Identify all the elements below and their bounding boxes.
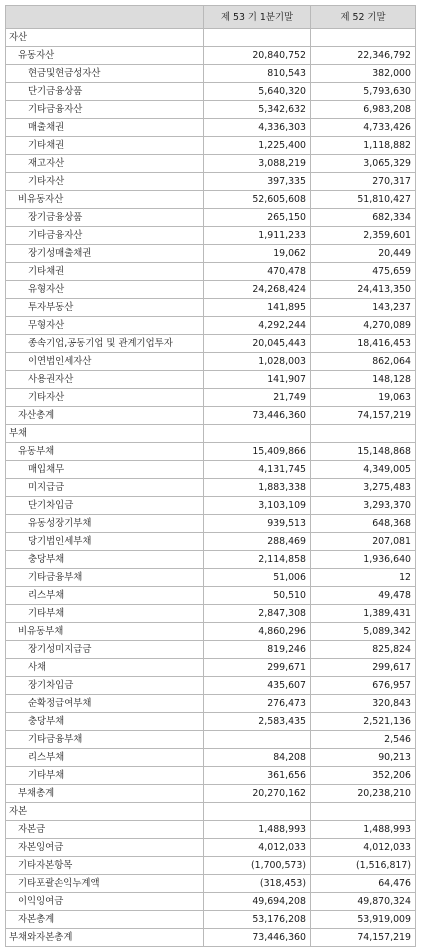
- row-label: 기타채권: [6, 137, 204, 155]
- row-prior-amount: 2,521,136: [311, 713, 416, 731]
- row-current-amount: 21,749: [204, 389, 311, 407]
- row-label: 현금및현금성자산: [6, 65, 204, 83]
- row-prior-amount: 682,334: [311, 209, 416, 227]
- row-current-amount: 361,656: [204, 767, 311, 785]
- row-label: 장기성미지급금: [6, 641, 204, 659]
- table-row: [6, 749, 416, 767]
- table-row: [6, 641, 416, 659]
- row-label: 기타자산: [6, 389, 204, 407]
- table-row: [6, 767, 416, 785]
- table-row: [6, 245, 416, 263]
- row-current-amount: (1,700,573): [204, 857, 311, 875]
- header-row: [6, 6, 416, 29]
- row-label: 순확정급여부채: [6, 695, 204, 713]
- row-current-amount: 2,583,435: [204, 713, 311, 731]
- row-label: 부채: [6, 425, 204, 443]
- table-row: [6, 515, 416, 533]
- row-prior-amount: 270,317: [311, 173, 416, 191]
- row-prior-amount: 22,346,792: [311, 47, 416, 65]
- row-prior-amount: 3,065,329: [311, 155, 416, 173]
- row-prior-amount: [311, 29, 416, 47]
- row-label: 장기차입금: [6, 677, 204, 695]
- table-row: [6, 209, 416, 227]
- row-label: 자산총계: [6, 407, 204, 425]
- row-label: 종속기업,공동기업 및 관계기업투자: [6, 335, 204, 353]
- row-current-amount: 1,488,993: [204, 821, 311, 839]
- row-current-amount: 51,006: [204, 569, 311, 587]
- table-row: [6, 857, 416, 875]
- row-current-amount: 24,268,424: [204, 281, 311, 299]
- row-current-amount: [204, 425, 311, 443]
- row-label: 사용권자산: [6, 371, 204, 389]
- row-prior-amount: 49,478: [311, 587, 416, 605]
- table-row: [6, 461, 416, 479]
- table-row: [6, 47, 416, 65]
- row-current-amount: 4,336,303: [204, 119, 311, 137]
- row-label: 기타자본항목: [6, 857, 204, 875]
- table-row: [6, 497, 416, 515]
- table-row: [6, 677, 416, 695]
- row-current-amount: 288,469: [204, 533, 311, 551]
- row-label: 비유동자산: [6, 191, 204, 209]
- table-row: [6, 65, 416, 83]
- row-prior-amount: 148,128: [311, 371, 416, 389]
- table-row: [6, 533, 416, 551]
- row-current-amount: 2,847,308: [204, 605, 311, 623]
- row-current-amount: 470,478: [204, 263, 311, 281]
- table-row: [6, 695, 416, 713]
- row-prior-amount: 352,206: [311, 767, 416, 785]
- table-row: [6, 227, 416, 245]
- row-label: 장기금융상품: [6, 209, 204, 227]
- row-label: 당기법인세부채: [6, 533, 204, 551]
- row-prior-amount: 2,359,601: [311, 227, 416, 245]
- row-current-amount: 265,150: [204, 209, 311, 227]
- row-prior-amount: 4,733,426: [311, 119, 416, 137]
- row-prior-amount: 74,157,219: [311, 407, 416, 425]
- row-prior-amount: 207,081: [311, 533, 416, 551]
- row-prior-amount: 15,148,868: [311, 443, 416, 461]
- row-current-amount: 50,510: [204, 587, 311, 605]
- row-prior-amount: 825,824: [311, 641, 416, 659]
- row-prior-amount: [311, 425, 416, 443]
- table-row: [6, 29, 416, 47]
- row-current-amount: 20,270,162: [204, 785, 311, 803]
- row-label: 유동성장기부채: [6, 515, 204, 533]
- row-prior-amount: 64,476: [311, 875, 416, 893]
- row-current-amount: 1,911,233: [204, 227, 311, 245]
- table-row: [6, 263, 416, 281]
- row-label: 자본총계: [6, 911, 204, 929]
- row-current-amount: 4,131,745: [204, 461, 311, 479]
- table-row: [6, 569, 416, 587]
- table-row: [6, 191, 416, 209]
- row-current-amount: 4,012,033: [204, 839, 311, 857]
- row-label: 기타포괄손익누계액: [6, 875, 204, 893]
- row-label: 기타부채: [6, 605, 204, 623]
- table-row: [6, 443, 416, 461]
- row-label: 단기차입금: [6, 497, 204, 515]
- row-current-amount: 52,605,608: [204, 191, 311, 209]
- row-label: 재고자산: [6, 155, 204, 173]
- row-label: 비유동부채: [6, 623, 204, 641]
- row-current-amount: 3,103,109: [204, 497, 311, 515]
- row-label: 부채와자본총계: [6, 929, 204, 947]
- row-prior-amount: 6,983,208: [311, 101, 416, 119]
- row-prior-amount: 18,416,453: [311, 335, 416, 353]
- row-label: 장기성매출채권: [6, 245, 204, 263]
- row-prior-amount: 53,919,009: [311, 911, 416, 929]
- row-current-amount: 939,513: [204, 515, 311, 533]
- row-label: 이익잉여금: [6, 893, 204, 911]
- table-row: [6, 623, 416, 641]
- table-row: [6, 119, 416, 137]
- row-prior-amount: 4,270,089: [311, 317, 416, 335]
- row-prior-amount: [311, 803, 416, 821]
- row-label: 이연법인세자산: [6, 353, 204, 371]
- row-label: 매입채무: [6, 461, 204, 479]
- row-current-amount: [204, 29, 311, 47]
- row-current-amount: 5,640,320: [204, 83, 311, 101]
- row-label: 유동자산: [6, 47, 204, 65]
- row-current-amount: 73,446,360: [204, 407, 311, 425]
- row-prior-amount: 320,843: [311, 695, 416, 713]
- row-label: 사채: [6, 659, 204, 677]
- row-current-amount: 73,446,360: [204, 929, 311, 947]
- table-row: [6, 173, 416, 191]
- row-label: 리스부채: [6, 749, 204, 767]
- row-label: 단기금융상품: [6, 83, 204, 101]
- row-current-amount: 397,335: [204, 173, 311, 191]
- table-row: [6, 371, 416, 389]
- row-label: 자본잉여금: [6, 839, 204, 857]
- row-prior-amount: 12: [311, 569, 416, 587]
- table-row: [6, 479, 416, 497]
- row-label: 기타금융자산: [6, 227, 204, 245]
- row-current-amount: [204, 731, 311, 749]
- row-label: 기타금융부채: [6, 569, 204, 587]
- row-current-amount: 3,088,219: [204, 155, 311, 173]
- table-row: [6, 605, 416, 623]
- row-current-amount: 299,671: [204, 659, 311, 677]
- row-current-amount: (318,453): [204, 875, 311, 893]
- row-prior-amount: 1,389,431: [311, 605, 416, 623]
- row-current-amount: 53,176,208: [204, 911, 311, 929]
- table-row: [6, 335, 416, 353]
- table-row: [6, 389, 416, 407]
- table-row: [6, 317, 416, 335]
- row-prior-amount: 3,293,370: [311, 497, 416, 515]
- row-label: 자산: [6, 29, 204, 47]
- row-label: 유형자산: [6, 281, 204, 299]
- row-label: 미지급금: [6, 479, 204, 497]
- table-row: [6, 911, 416, 929]
- row-current-amount: 4,292,244: [204, 317, 311, 335]
- row-label: 기타금융부채: [6, 731, 204, 749]
- row-current-amount: 1,225,400: [204, 137, 311, 155]
- row-prior-amount: 1,936,640: [311, 551, 416, 569]
- row-current-amount: 810,543: [204, 65, 311, 83]
- row-current-amount: 20,840,752: [204, 47, 311, 65]
- row-label: 충당부채: [6, 713, 204, 731]
- table-row: [6, 875, 416, 893]
- header-current-period: 제 53 기 1분기말: [204, 6, 311, 29]
- row-current-amount: [204, 803, 311, 821]
- table-row: [6, 83, 416, 101]
- table-row: [6, 137, 416, 155]
- table-row: [6, 839, 416, 857]
- row-prior-amount: (1,516,817): [311, 857, 416, 875]
- row-label: 자본금: [6, 821, 204, 839]
- row-label: 충당부채: [6, 551, 204, 569]
- row-label: 기타자산: [6, 173, 204, 191]
- header-prior-period: 제 52 기말: [311, 6, 416, 29]
- row-label: 무형자산: [6, 317, 204, 335]
- table-row: [6, 731, 416, 749]
- row-current-amount: 15,409,866: [204, 443, 311, 461]
- table-row: [6, 425, 416, 443]
- row-prior-amount: 648,368: [311, 515, 416, 533]
- table-row: [6, 407, 416, 425]
- row-label: 자본: [6, 803, 204, 821]
- row-current-amount: 84,208: [204, 749, 311, 767]
- balance-sheet-table: [5, 5, 416, 947]
- row-current-amount: 435,607: [204, 677, 311, 695]
- row-current-amount: 141,895: [204, 299, 311, 317]
- row-prior-amount: 1,118,882: [311, 137, 416, 155]
- row-label: 기타부채: [6, 767, 204, 785]
- table-row: [6, 155, 416, 173]
- row-prior-amount: 49,870,324: [311, 893, 416, 911]
- row-prior-amount: 862,064: [311, 353, 416, 371]
- table-body: [6, 29, 416, 947]
- table-row: [6, 893, 416, 911]
- header-label-cell: [6, 6, 204, 29]
- row-current-amount: 2,114,858: [204, 551, 311, 569]
- row-current-amount: 1,028,003: [204, 353, 311, 371]
- table-row: [6, 659, 416, 677]
- row-prior-amount: 299,617: [311, 659, 416, 677]
- row-current-amount: 276,473: [204, 695, 311, 713]
- row-label: 투자부동산: [6, 299, 204, 317]
- row-current-amount: 4,860,296: [204, 623, 311, 641]
- row-current-amount: 1,883,338: [204, 479, 311, 497]
- row-prior-amount: 51,810,427: [311, 191, 416, 209]
- row-label: 부채총계: [6, 785, 204, 803]
- row-prior-amount: 382,000: [311, 65, 416, 83]
- row-label: 유동부채: [6, 443, 204, 461]
- row-prior-amount: 5,089,342: [311, 623, 416, 641]
- table-row: [6, 713, 416, 731]
- row-current-amount: 20,045,443: [204, 335, 311, 353]
- row-label: 매출채권: [6, 119, 204, 137]
- row-current-amount: 819,246: [204, 641, 311, 659]
- table-row: [6, 299, 416, 317]
- row-prior-amount: 19,063: [311, 389, 416, 407]
- table-row: [6, 101, 416, 119]
- row-prior-amount: 4,012,033: [311, 839, 416, 857]
- row-current-amount: 19,062: [204, 245, 311, 263]
- row-prior-amount: 143,237: [311, 299, 416, 317]
- row-label: 리스부채: [6, 587, 204, 605]
- row-prior-amount: 74,157,219: [311, 929, 416, 947]
- table-row: [6, 353, 416, 371]
- row-current-amount: 5,342,632: [204, 101, 311, 119]
- table-row: [6, 281, 416, 299]
- row-current-amount: 49,694,208: [204, 893, 311, 911]
- row-prior-amount: 24,413,350: [311, 281, 416, 299]
- row-current-amount: 141,907: [204, 371, 311, 389]
- row-prior-amount: 3,275,483: [311, 479, 416, 497]
- row-label: 기타금융자산: [6, 101, 204, 119]
- row-prior-amount: 475,659: [311, 263, 416, 281]
- row-prior-amount: 20,238,210: [311, 785, 416, 803]
- row-prior-amount: 20,449: [311, 245, 416, 263]
- table-row: [6, 803, 416, 821]
- row-label: 기타채권: [6, 263, 204, 281]
- table-row: [6, 785, 416, 803]
- row-prior-amount: 676,957: [311, 677, 416, 695]
- table-row: [6, 587, 416, 605]
- table-row: [6, 551, 416, 569]
- row-prior-amount: 4,349,005: [311, 461, 416, 479]
- row-prior-amount: 90,213: [311, 749, 416, 767]
- row-prior-amount: 2,546: [311, 731, 416, 749]
- row-prior-amount: 5,793,630: [311, 83, 416, 101]
- row-prior-amount: 1,488,993: [311, 821, 416, 839]
- table-row: [6, 821, 416, 839]
- table-row: [6, 929, 416, 947]
- balance-sheet-panel: [5, 5, 415, 947]
